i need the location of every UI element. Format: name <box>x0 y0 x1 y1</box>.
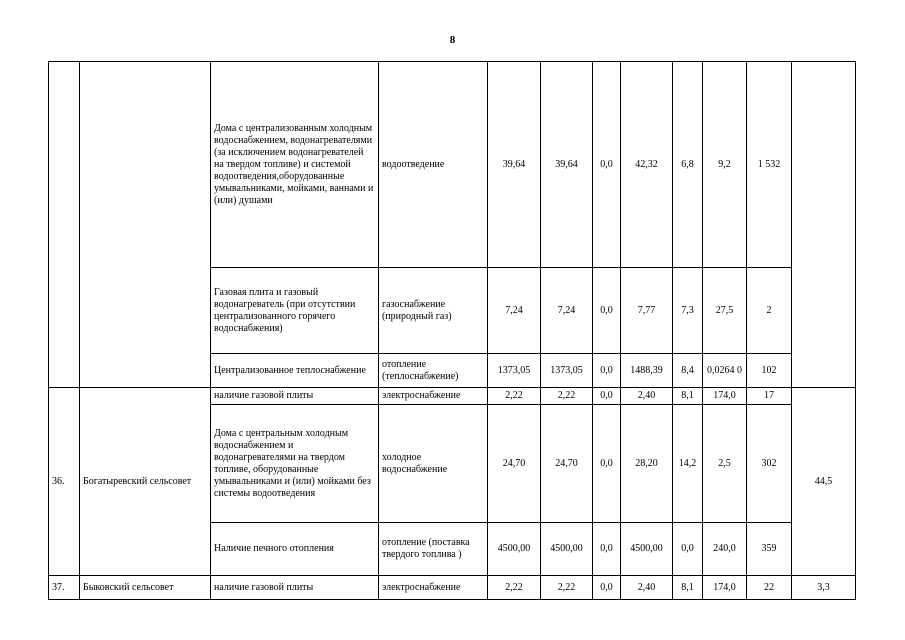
value-cell: 0,0 <box>593 576 621 600</box>
value-cell: 9,2 <box>703 62 747 268</box>
service-cell: отопление (поставка твердого топлива ) <box>379 523 488 576</box>
row-number-cell: 37. <box>49 576 80 600</box>
value-cell: 2,22 <box>488 388 541 405</box>
value-cell: 2,22 <box>541 388 593 405</box>
value-cell: 7,77 <box>621 268 673 354</box>
value-cell: 6,8 <box>673 62 703 268</box>
value-cell: 174,0 <box>703 576 747 600</box>
value-cell: 0,0 <box>673 523 703 576</box>
value-cell: 1373,05 <box>488 354 541 388</box>
housing-type-cell: Газовая плита и газовый водонагреватель (при отсутствии централизованного горячего водоснабжения) <box>211 268 379 354</box>
value-cell: 0,0 <box>593 405 621 523</box>
settlement-name-cell: Быковский сельсовет <box>80 576 211 600</box>
value-cell: 2,5 <box>703 405 747 523</box>
housing-type-cell: наличие газовой плиты <box>211 388 379 405</box>
value-cell: 0,0 <box>593 523 621 576</box>
value-cell: 0,0 <box>593 388 621 405</box>
service-cell: электроснабжение <box>379 388 488 405</box>
row-number-cell: 36. <box>49 388 80 576</box>
value-cell: 8,4 <box>673 354 703 388</box>
service-cell: водоотведение <box>379 62 488 268</box>
row-number-cell <box>49 62 80 388</box>
value-cell: 0,0 <box>593 62 621 268</box>
value-cell: 22 <box>747 576 792 600</box>
value-cell: 1373,05 <box>541 354 593 388</box>
value-cell: 42,32 <box>621 62 673 268</box>
summary-cell: 44,5 <box>792 388 856 576</box>
value-cell: 2,40 <box>621 388 673 405</box>
table-row <box>49 388 856 405</box>
settlement-name-cell <box>80 62 211 388</box>
value-cell: 102 <box>747 354 792 388</box>
value-cell: 1488,39 <box>621 354 673 388</box>
value-cell: 7,24 <box>488 268 541 354</box>
table-row <box>49 576 856 600</box>
summary-cell <box>792 62 856 388</box>
value-cell: 4500,00 <box>621 523 673 576</box>
page-number: 8 <box>449 34 456 46</box>
value-cell: 24,70 <box>541 405 593 523</box>
settlement-name-cell: Богатыревский сельсовет <box>80 388 211 576</box>
value-cell: 0,0 <box>593 354 621 388</box>
table-row <box>49 62 856 268</box>
value-cell: 2 <box>747 268 792 354</box>
value-cell: 17 <box>747 388 792 405</box>
value-cell: 2,22 <box>541 576 593 600</box>
service-cell: электроснабжение <box>379 576 488 600</box>
housing-type-cell: наличие газовой плиты <box>211 576 379 600</box>
service-cell: холодное водоснабжение <box>379 405 488 523</box>
value-cell: 174,0 <box>703 388 747 405</box>
value-cell: 2,22 <box>488 576 541 600</box>
value-cell: 0,0 <box>593 268 621 354</box>
value-cell: 2,40 <box>621 576 673 600</box>
value-cell: 14,2 <box>673 405 703 523</box>
housing-type-cell: Дома с централизованным холодным водоснабжением, водонагревателями (за исключением водонагревателей на твердом топливе) и системой водоотведения,оборудованные умывальниками, мойками, ваннами и (или) душами <box>211 62 379 268</box>
value-cell: 1 532 <box>747 62 792 268</box>
service-cell: газоснабжение (природный газ) <box>379 268 488 354</box>
value-cell: 359 <box>747 523 792 576</box>
value-cell: 39,64 <box>488 62 541 268</box>
value-cell: 4500,00 <box>488 523 541 576</box>
value-cell: 240,0 <box>703 523 747 576</box>
summary-cell: 3,3 <box>792 576 856 600</box>
service-cell: отопление (теплоснабжение) <box>379 354 488 388</box>
value-cell: 4500,00 <box>541 523 593 576</box>
value-cell: 8,1 <box>673 576 703 600</box>
housing-type-cell: Дома с центральным холодным водоснабжением и водонагревателями на твердом топливе, оборудованные умывальниками и (или) мойками без системы водоотведения <box>211 405 379 523</box>
value-cell: 27,5 <box>703 268 747 354</box>
housing-type-cell: Наличие печного отопления <box>211 523 379 576</box>
value-cell: 39,64 <box>541 62 593 268</box>
tariff-table <box>48 61 856 600</box>
value-cell: 0,0264 0 <box>703 354 747 388</box>
value-cell: 7,3 <box>673 268 703 354</box>
value-cell: 8,1 <box>673 388 703 405</box>
housing-type-cell: Централизованное теплоснабжение <box>211 354 379 388</box>
value-cell: 7,24 <box>541 268 593 354</box>
value-cell: 24,70 <box>488 405 541 523</box>
value-cell: 302 <box>747 405 792 523</box>
value-cell: 28,20 <box>621 405 673 523</box>
